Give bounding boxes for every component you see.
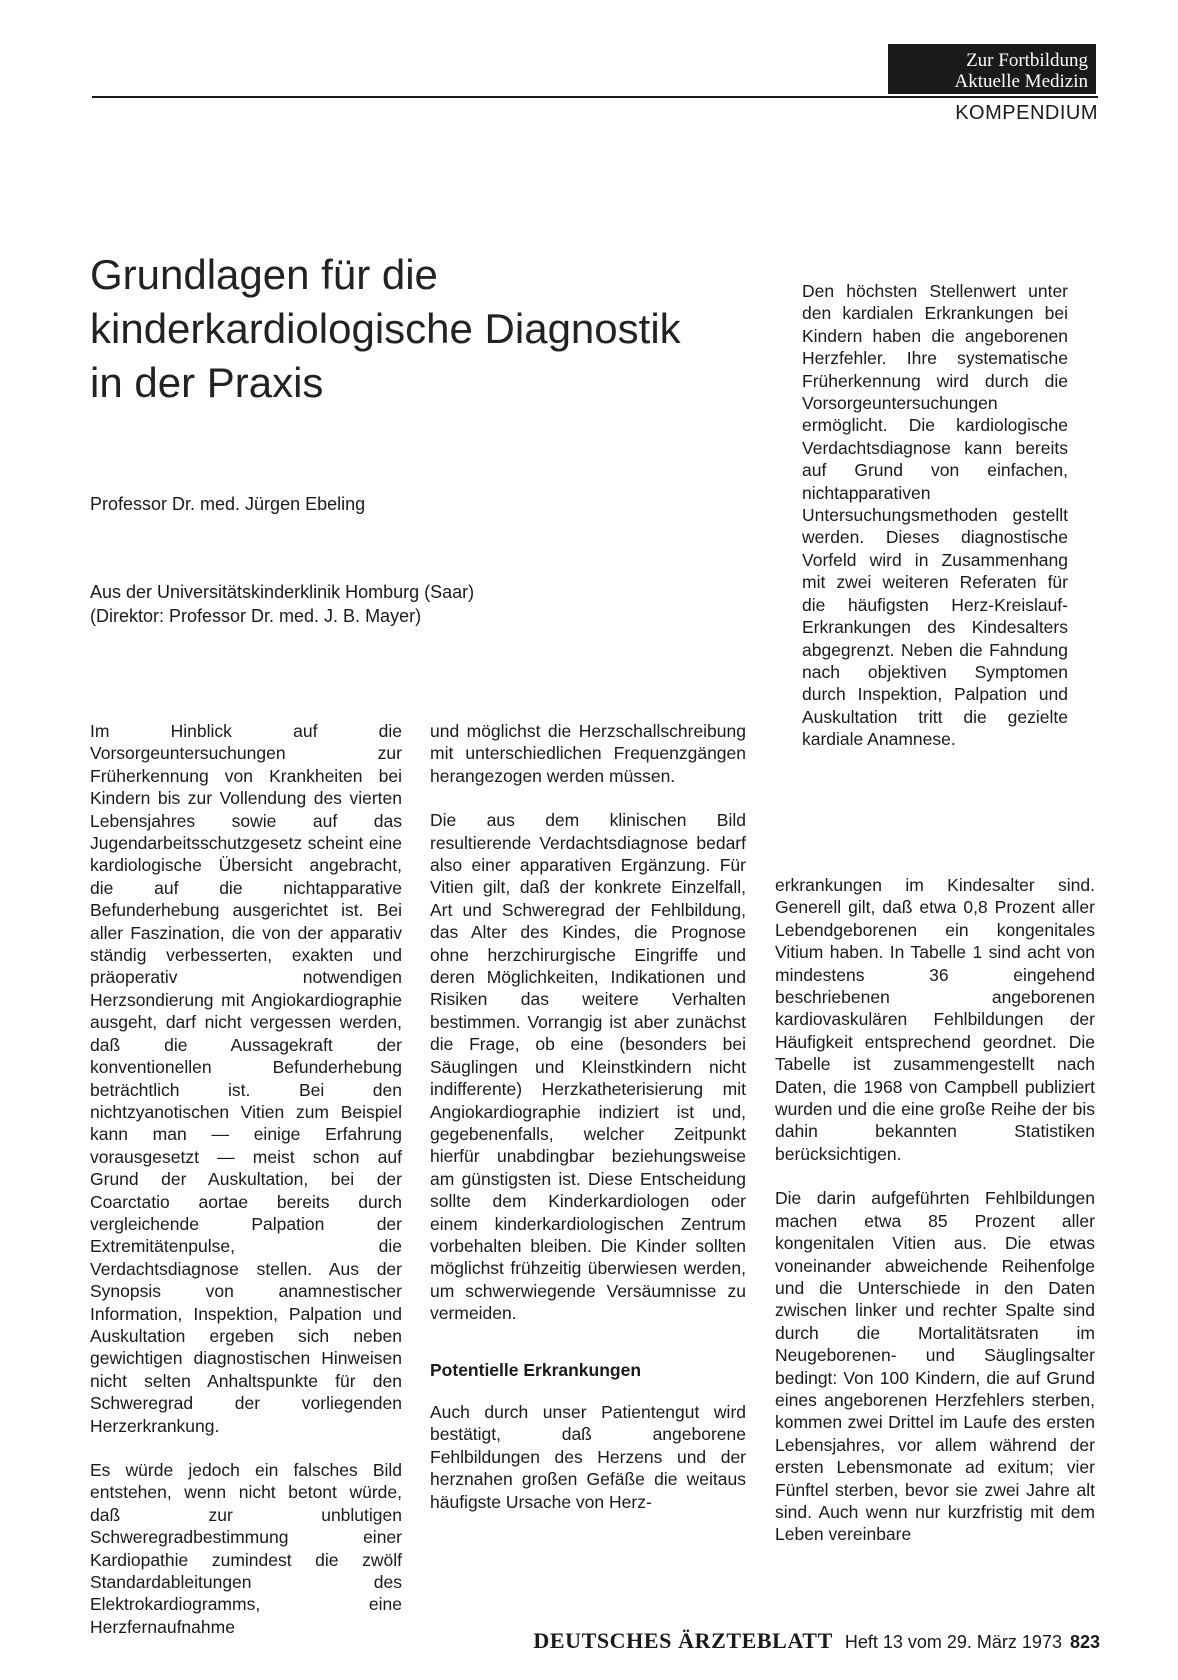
paragraph: und möglichst die Herzschallschreibung mit unterschiedlichen Frequenzgängen herangezogen werden müssen. bbox=[430, 721, 746, 786]
article-title: Grundlagen für die kinderkardiologische Diagnostik in der Praxis bbox=[90, 251, 681, 406]
section-label: KOMPENDIUM bbox=[955, 102, 1098, 124]
paragraph: Auch durch unser Patientengut wird bestätigt, daß angeborene Fehlbildungen des Herzens und der herznahen großen Gefäße die weitaus häufigste Ursache von Herz- bbox=[430, 1401, 746, 1512]
issue-info: Heft 13 vom 29. März 1973 bbox=[844, 1632, 1062, 1652]
article-affiliation: Aus der Universitätskinderklinik Homburg (Saar) (Direktor: Professor Dr. med. J. B. Mayer) bbox=[90, 582, 475, 626]
paragraph: erkrankungen im Kindesalter sind. Generell gilt, daß etwa 0,8 Prozent aller Lebendgeborenen ein kongenitales Vitium haben. In Tabelle 1 sind acht von mindestens 36 eingehend beschriebenen angeborenen kardiovaskulären Fehlbildungen der Häufigkeit entsprechend geordnet. Die Tabelle ist zusammengestellt nach Daten, die 1968 von Campbell publiziert wurden und die eine große Reihe der bis dahin bekannten Statistiken berücksichtigen. bbox=[775, 875, 1095, 1164]
text-column-2 bbox=[430, 720, 746, 1535]
subheading: Potentielle Erkrankungen bbox=[430, 1359, 642, 1380]
paragraph: Im Hinblick auf die Vorsorgeuntersuchungen zur Früherkennung von Krankheiten bei Kindern bis zur Vollendung des vierten Lebensjahres sowie auf das Jugendarbeitsschutzgesetz scheint eine kardiologische Übersicht angebracht, die auf die nichtapparative Befunderhebung ausgerichtet ist. Bei aller Faszination, die von der apparativ ständig verbesserten, exakten und präoperativ notwendigen Herzsondierung mit Angiokardiographie ausgeht, darf nicht vergessen werden, daß die Aussagekraft der konventionellen Befunderhebung beträchtlich ist. Bei den nichtzyanotischen Vitien zum Beispiel kann man — einige Erfahrung vorausgesetzt — meist schon auf Grund der Auskultation, bei der Coarctatio aortae bereits durch vergleichende Palpation der Extremitätenpulse, die Verdachtsdiagnose stellen. Aus der Synopsis von anamnestischer Information, Inspektion, Palpation und Auskultation ergeben sich neben gewichtigen diagnostischen Hinweisen nicht selten Anhaltspunkte für den Schweregrad der vorliegenden Herzerkrankung. bbox=[90, 721, 402, 1436]
text-column-3 bbox=[775, 874, 1095, 1568]
header-rule bbox=[92, 96, 1098, 98]
article-author: Professor Dr. med. Jürgen Ebeling bbox=[90, 494, 366, 514]
paragraph: Es würde jedoch ein falsches Bild entstehen, wenn nicht betont würde, daß zur unblutigen Schweregradbestimmung einer Kardiopathie zumindest die zwölf Standardableitungen des Elektrokardiogramms, eine Herzfernaufnahme bbox=[90, 1460, 402, 1637]
abstract-text: Den höchsten Stellenwert unter den kardialen Erkrankungen bei Kindern haben die angeborenen Herzfehler. Ihre systematische Früherkennung wird durch die Vorsorgeuntersuchungen ermöglicht. Die kardiologische Verdachtsdiagnose kann bereits auf Grund von einfachen, nichtapparativen Untersuchungsmethoden gestellt werden. Dieses diagnostische Vorfeld wird in Zusammenhang mit zwei weiteren Referaten für die häufigsten Herz-Kreislauf-Erkrankungen des Kindesalters abgegrenzt. Neben die Fahndung nach objektiven Symptomen durch Inspektion, Palpation und Auskultation tritt die gezielte kardiale Anamnese. bbox=[802, 281, 1068, 750]
article-abstract bbox=[802, 280, 1068, 751]
paragraph: Die aus dem klinischen Bild resultierende Verdachtsdiagnose bedarf also einer apparativen Ergänzung. Für Vitien gilt, daß der konkrete Einzelfall, Art und Schweregrad der Fehlbildung, das Alter des Kindes, die Prognose ohne herzchirurgische Eingriffe und deren Möglichkeiten, Indikationen und Risiken das weitere Verhalten bestimmen. Vorrangig ist aber zunächst die Frage, ob eine (besonders bei Säuglingen und Kleinstkindern nicht indifferente) Herzkatheterisierung mit Angiokardiographie indiziert ist und, gegebenenfalls, welcher Zeitpunkt hierfür unabdingbar beziehungsweise am günstigsten ist. Diese Entscheidung sollte dem Kinderkardiologen oder einem kinderkardiologischen Zentrum vorbehalten bleiben. Die Kinder sollten möglichst frühzeitig überwiesen werden, um schwerwiegende Versäumnisse zu vermeiden. bbox=[430, 810, 746, 1324]
paragraph: Die darin aufgeführten Fehlbildungen machen etwa 85 Prozent aller kongenitalen Vitien aus. Die etwas voneinander abweichende Reihenfolge und die Unterschiede in den Daten zwischen linker und rechter Spalte sind durch die Mortalitätsraten im Neugeborenen- und Säuglingsalter bedingt: Von 100 Kindern, die auf Grund eines angeborenen Herzfehlers sterben, kommen zwei Drittel im Laufe des ersten Lebensjahres, vor allem während der ersten Lebensmonate ad exitum; vier Fünftel sterben, bevor sie zwei Jahre alt sind. Auch wenn nur kurzfristig mit dem Leben vereinbare bbox=[775, 1188, 1095, 1545]
badge-line-1: Zur Fortbildung bbox=[966, 50, 1088, 71]
section-badge bbox=[888, 44, 1096, 94]
text-column-1 bbox=[90, 720, 402, 1660]
journal-name: DEUTSCHES ÄRZTEBLATT bbox=[533, 1628, 833, 1653]
page-footer bbox=[490, 1628, 1100, 1654]
badge-line-2: Aktuelle Medizin bbox=[954, 71, 1088, 92]
page-number: 823 bbox=[1069, 1632, 1100, 1652]
